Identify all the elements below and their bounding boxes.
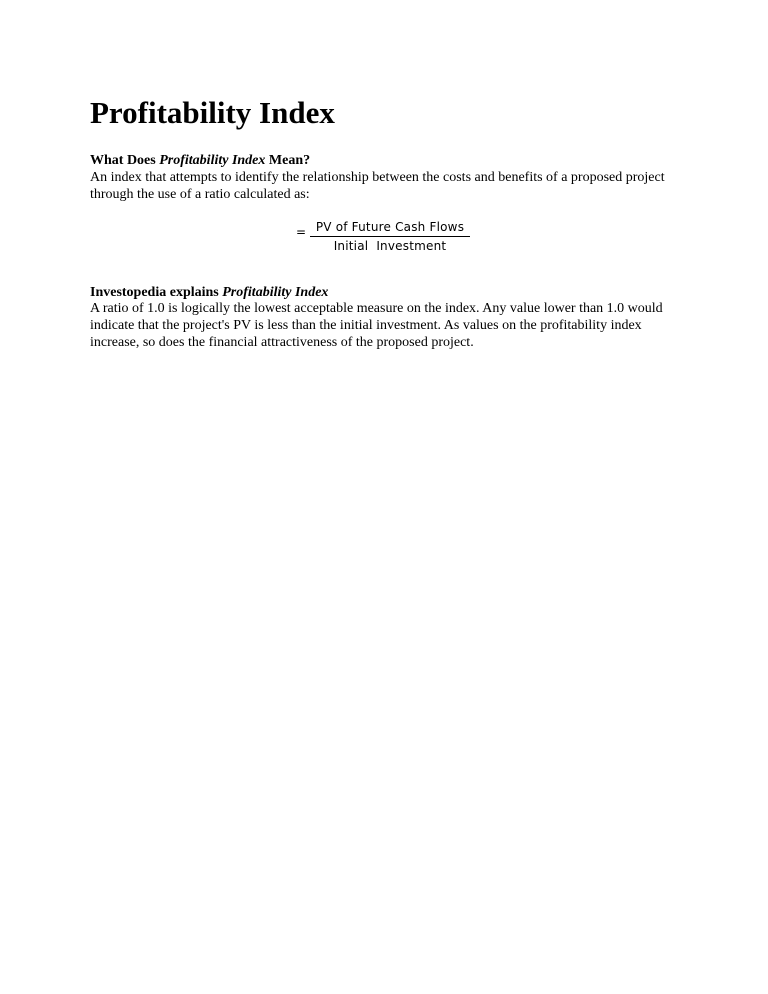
heading-term: Profitability Index — [222, 285, 329, 300]
heading-suffix: Mean? — [265, 153, 311, 168]
heading-prefix: Investopedia explains — [90, 285, 223, 300]
section-heading-definition — [90, 152, 310, 169]
heading-prefix: What Does — [90, 153, 160, 168]
ratio-formula — [296, 219, 476, 259]
page-title: Profitability Index — [90, 95, 335, 130]
heading-term: Profitability Index — [159, 153, 266, 168]
formula-equals-sign: = — [296, 225, 307, 239]
formula-fraction — [310, 219, 470, 255]
formula-numerator: PV of Future Cash Flows — [310, 219, 470, 237]
explanation-paragraph: A ratio of 1.0 is logically the lowest acceptable measure on the index. Any value lower than 1.0 would indicate that the project's PV is less than the initial investment. As values on the profitability index increase, so does the financial attractiveness of the proposed project. — [90, 301, 663, 350]
formula-denominator: Initial Investment — [333, 239, 447, 253]
section-heading-explanation — [90, 284, 328, 301]
definition-paragraph: An index that attempts to identify the relationship between the costs and benefits of a proposed project through the use of a ratio calculated as: — [90, 170, 665, 202]
